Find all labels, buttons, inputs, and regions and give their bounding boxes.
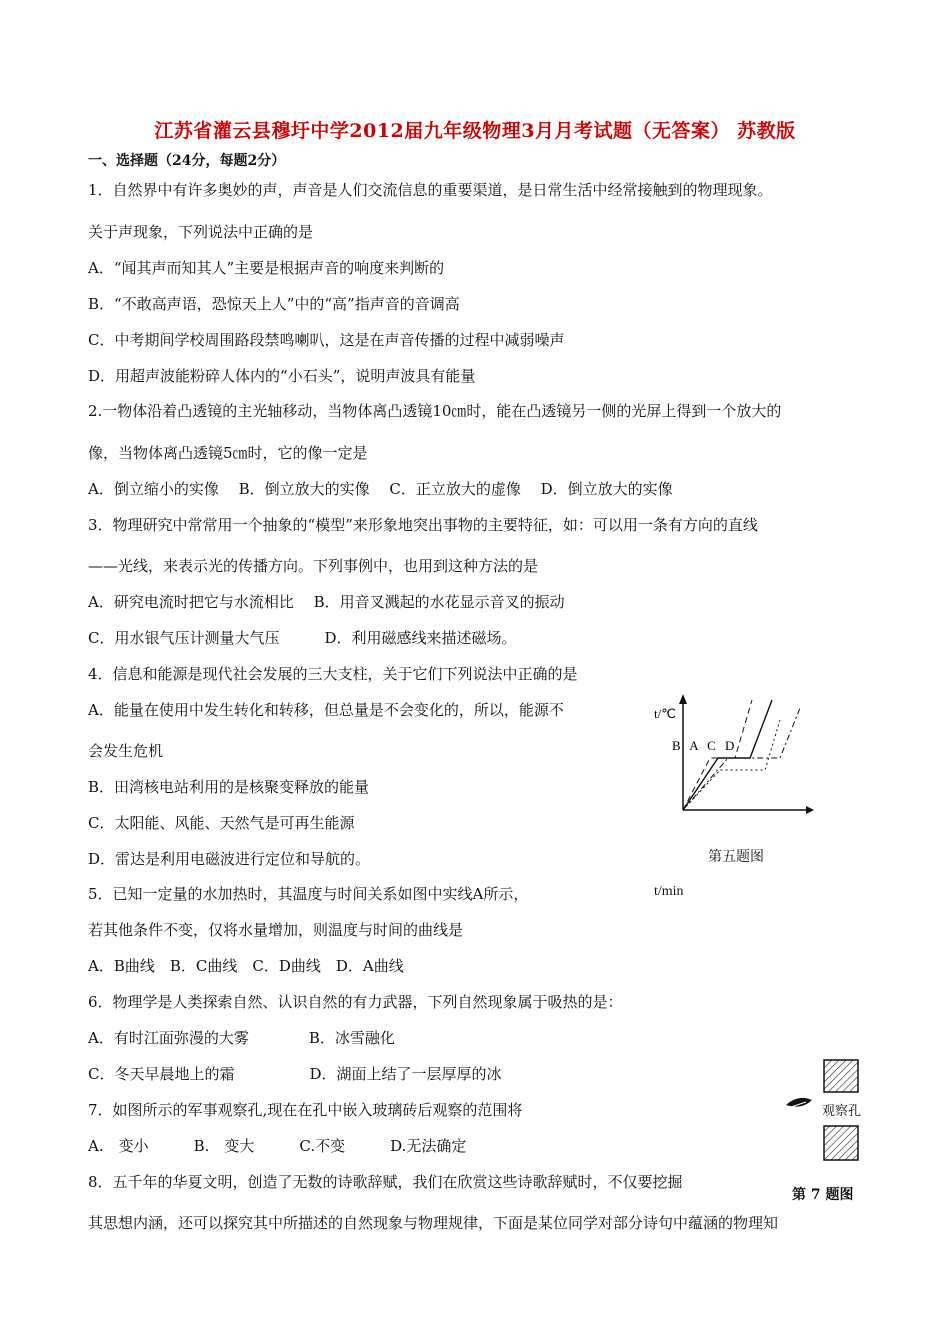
curve-d <box>683 720 780 810</box>
y-axis-arrow <box>679 694 687 704</box>
y-axis-label: t/℃ <box>654 706 676 721</box>
text-line: A．倒立缩小的实像 B．倒立放大的实像 C．正立放大的虚像 D．倒立放大的实像 <box>88 480 673 498</box>
figure-5-caption: 第五题图 <box>708 849 764 865</box>
text-line: 其思想内涵，还可以探究其中所描述的自然现象与物理规律，下面是某位同学对部分诗句中蕴涵的物理知 <box>88 1214 779 1232</box>
text-line: 6．物理学是人类探索自然、认识自然的有力武器，下列自然现象属于吸热的是： <box>88 993 623 1011</box>
text-line: 5．已知一定量的水加热时，其温度与时间关系如图中实线A所示， <box>88 885 529 903</box>
text-line: 3．物理研究中常常用一个抽象的“模型”来形象地突出事物的主要特征，如：可以用一条有方向的直线 <box>88 516 758 534</box>
text-line: D．雷达是利用电磁波进行定位和导航的。 <box>88 850 371 868</box>
text-line: 2.一物体沿着凸透镜的主光轴移动，当物体离凸透镜10㎝时，能在凸透镜另一侧的光屏上得到一个放大的 <box>88 402 782 420</box>
text-line: 7．如图所示的军事观察孔,现在在孔中嵌入玻璃砖后观察的范围将 <box>88 1101 523 1119</box>
text-line: 像，当物体离凸透镜5㎝时，它的像一定是 <box>88 444 368 462</box>
text-line: C．用水银气压计测量大气压 D．利用磁感线来描述磁场。 <box>88 629 517 647</box>
text-line: B．田湾核电站利用的是核聚变释放的能量 <box>88 778 370 796</box>
text-line: 若其他条件不变，仅将水量增加，则温度与时间的曲线是 <box>88 921 464 939</box>
text-line: A．“闻其声而知其人”主要是根据声音的响度来判断的 <box>88 259 445 277</box>
x-axis-arrow <box>806 806 814 814</box>
temperature-time-graph <box>640 690 830 870</box>
text-line: 4．信息和能源是现代社会发展的三大支柱，关于它们下列说法中正确的是 <box>88 665 578 683</box>
text-line: 1．自然界中有许多奥妙的声，声音是人们交流信息的重要渠道，是日常生活中经常接触到的物理现象。 <box>88 181 773 199</box>
observation-hole-label: 观察孔 <box>822 1103 862 1118</box>
text-line: A．B曲线 B．C曲线 C．D曲线 D．A曲线 <box>88 957 404 975</box>
figure-7-caption: 第 7 题图 <box>792 1187 854 1203</box>
curve-a <box>683 700 772 810</box>
text-line: A．研究电流时把它与水流相比 B．用音叉溅起的水花显示音叉的振动 <box>88 593 565 611</box>
text-line: C．太阳能、风能、天然气是可再生能源 <box>88 814 355 832</box>
text-line: 会发生危机 <box>88 742 164 760</box>
upper-wall <box>824 1060 858 1092</box>
text-line: 关于声现象，下列说法中正确的是 <box>88 223 314 241</box>
text-line: ——光线，来表示光的传播方向。下列事例中，也用到这种方法的是 <box>88 557 539 575</box>
eye-icon <box>786 1098 812 1108</box>
text-line: B．“不敢高声语，恐惊天上人”中的“高”指声音的音调高 <box>88 295 460 313</box>
curve-labels: B A C D <box>672 738 738 753</box>
text-line: C．中考期间学校周围路段禁鸣喇叭，这是在声音传播的过程中减弱噪声 <box>88 331 565 349</box>
text-line: 8．五千年的华夏文明，创造了无数的诗歌辞赋，我们在欣赏这些诗歌辞赋时，不仅要挖掘 <box>88 1173 683 1191</box>
lower-wall <box>824 1126 858 1160</box>
section-heading: 一、选择题（24分，每题2分） <box>88 153 286 169</box>
text-line: A. 变小 B. 变大 C.不变 D.无法确定 <box>88 1137 467 1155</box>
text-line: A．有时江面弥漫的大雾 B．冰雪融化 <box>88 1029 395 1047</box>
curve-c <box>683 708 800 810</box>
page-title: 江苏省灌云县穆圩中学2012届九年级物理3月月考试题（无答案） 苏教版 <box>154 120 796 142</box>
text-line: D．用超声波能粉碎人体内的“小石头”，说明声波具有能量 <box>88 367 476 385</box>
x-axis-label: t/min <box>654 884 684 899</box>
text-line: A．能量在使用中发生转化和转移，但总量是不会变化的，所以，能源不 <box>88 701 564 719</box>
text-line: C．冬天早晨地上的霜 D．湖面上结了一层厚厚的冰 <box>88 1065 502 1083</box>
